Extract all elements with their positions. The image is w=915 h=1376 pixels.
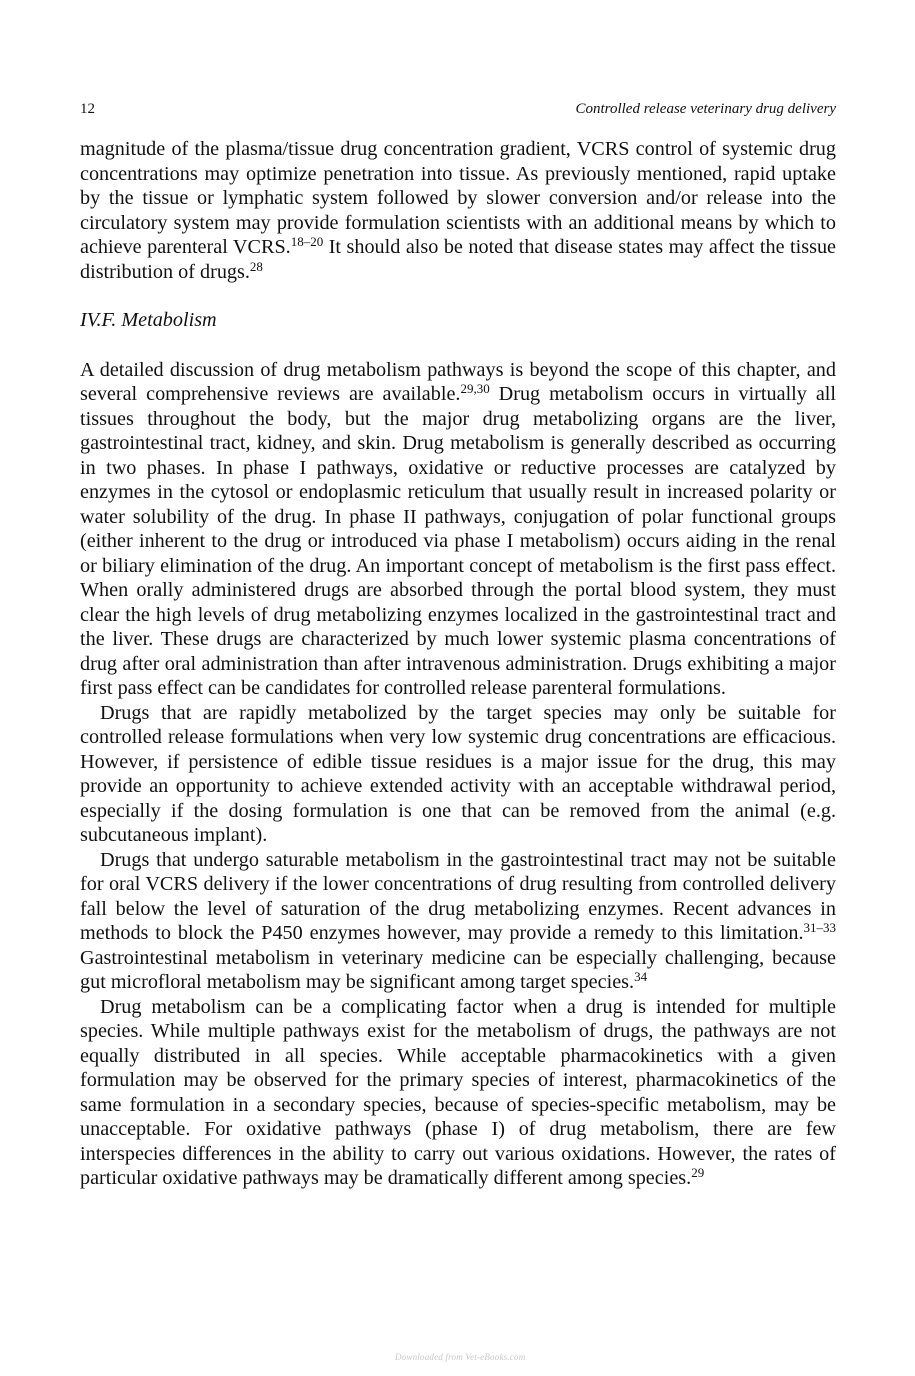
citation-ref: 28 — [249, 258, 263, 274]
citation-ref: 18–20 — [290, 234, 324, 249]
citation-ref: 34 — [634, 969, 648, 984]
paragraph — [80, 358, 836, 701]
running-title: Controlled release veterinary drug delivery — [575, 101, 836, 117]
paragraph-text: It should also be noted that disease states may affect the tissue distribution of drugs. — [80, 236, 837, 283]
paragraph — [80, 701, 836, 848]
citation-ref: 29 — [691, 1165, 705, 1180]
paragraph-text: Drugs that undergo saturable metabolism in the gastrointestinal tract may not be suitable for oral VCRS delivery if the lower concentrations of drug resulting from controlled delivery fall below the level of saturation of the drug metabolizing enzymes. Recent advances in methods to block the P450 enzymes however, may provide a remedy to this limitation. — [80, 848, 836, 944]
paragraph — [80, 995, 836, 1191]
paragraph-text: Drug metabolism can be a complicating factor when a drug is intended for multiple species. While multiple pathways exist for the metabolism of drugs, the pathways are not equally distributed in all species. While acceptable pharmacokinetics with a given formulation may be observed for the primary species of interest, pharmacokinetics of the same formulation in a secondary species, because of species-specific metabolism, may be unacceptable. For oxidative pathways (phase I) of drug metabolism, there are few interspecies differences in the ability to carry out various oxidations. However, the rates of particular oxidative pathways may be dramatically different among species. — [80, 995, 836, 1189]
download-watermark: Downloaded from Vet-eBooks.com — [395, 1352, 526, 1362]
paragraph-text: magnitude of the plasma/tissue drug concentration gradient, VCRS control of systemic drug concentrations may optimize penetration into tissue. As previously mentioned, rapid uptake by the tissue or lymphatic system followed by slower conversion and/or release into the circulatory system may provide formulation scientists with an additional means by which to achieve parenteral VCRS. — [80, 138, 836, 258]
paragraph-text: A detailed discussion of drug metabolism pathways is beyond the scope of this chapter, and several comprehensive reviews are available. — [80, 358, 836, 405]
paragraph-continued — [80, 137, 836, 284]
citation-ref: 29,30 — [460, 381, 490, 396]
page-number: 12 — [80, 101, 95, 117]
paragraph — [80, 848, 836, 995]
paragraph-text: Gastrointestinal metabolism in veterinary medicine can be especially challenging, because gut microfloral metabolism may be significant among target species. — [80, 946, 836, 993]
paragraph-text: Drug metabolism occurs in virtually all tissues throughout the body, but the major drug metabolizing organs are the liver, gastrointestinal tract, kidney, and skin. Drug metabolism is generally described as occurring in two phases. In phase I pathways, oxidative or reductive processes are catalyzed by enzymes in the cytosol or endoplasmic reticulum that usually result in increased polarity or water solubility of the drug. In phase II pathways, conjugation of polar functional groups (either inherent to the drug or introduced via phase I metabolism) occurs aiding in the renal or biliary elimination of the drug. An important concept of metabolism is the first pass effect. When orally administered drugs are absorbed through the portal blood system, they must clear the high levels of drug metabolizing enzymes localized in the gastrointestinal tract and the liver. These drugs are characterized by much lower systemic plasma concentrations of drug after oral administration than after intravenous administration. Drugs exhibiting a major first pass effect can be candidates for controlled release parenteral formulations. — [80, 383, 836, 699]
paragraph-text: Drugs that are rapidly metabolized by the target species may only be suitable for controlled release formulations when very low systemic drug concentrations are efficacious. However, if persistence of edible tissue residues is a major issue for the drug, this may provide an opportunity to achieve extended activity with an acceptable withdrawal period, especially if the dosing formulation is one that can be removed from the animal (e.g. subcutaneous implant). — [80, 701, 836, 846]
body-text — [80, 137, 836, 1191]
section-heading: IV.F. Metabolism — [80, 309, 217, 331]
citation-ref: 31–33 — [803, 920, 836, 935]
